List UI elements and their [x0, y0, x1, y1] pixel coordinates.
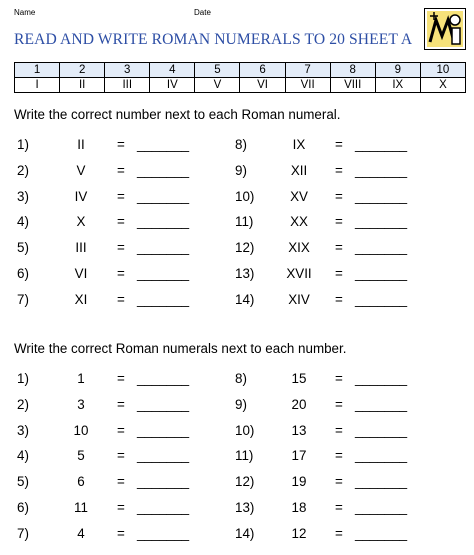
answer-blank[interactable]: _______ [355, 188, 408, 204]
question-number: 14) [235, 525, 255, 541]
roman-reference-table [14, 62, 466, 93]
question-value: XX [290, 214, 308, 230]
reference-numbers-row [15, 63, 466, 78]
equals-sign: = [117, 500, 125, 515]
question-number: 11) [235, 448, 254, 464]
question-number: 12) [235, 240, 255, 256]
equals-sign: = [117, 188, 125, 204]
ref-number: 6 [240, 63, 285, 78]
question-number: 10) [235, 188, 255, 204]
question-value: 11 [74, 500, 88, 515]
question-value: IX [292, 137, 306, 152]
question-value: 20 [291, 396, 307, 412]
question-number: 13) [235, 266, 255, 281]
question-value: 18 [291, 500, 307, 515]
equals-sign: = [117, 240, 125, 256]
question-value: XVII [286, 266, 312, 281]
question-value: 6 [77, 474, 85, 490]
section2-instruction: Write the correct Roman numerals next to each number. [14, 341, 347, 356]
equals-sign: = [117, 422, 125, 438]
answer-blank[interactable]: _______ [355, 240, 408, 256]
equals-sign: = [117, 525, 125, 541]
question-number: 12) [235, 474, 255, 490]
equals-sign: = [117, 474, 125, 490]
equals-sign: = [335, 214, 343, 230]
equals-sign: = [335, 266, 343, 281]
answer-blank[interactable]: _______ [137, 188, 190, 204]
question-number: 5) [17, 474, 29, 490]
question-value: IV [74, 188, 88, 204]
answer-blank[interactable]: _______ [137, 214, 190, 230]
equals-sign: = [335, 240, 343, 256]
question-value: 3 [77, 396, 85, 412]
question-value: 10 [73, 422, 89, 438]
answer-blank[interactable]: _______ [355, 396, 408, 412]
question-number: 4) [17, 448, 29, 464]
equals-sign: = [117, 214, 125, 230]
math-salamanders-logo-icon [424, 8, 466, 50]
question-value: 12 [291, 525, 307, 541]
question-number: 13) [235, 500, 255, 515]
answer-blank[interactable]: _______ [137, 396, 190, 412]
question-value: XIV [288, 291, 310, 307]
question-number: 1) [17, 137, 29, 152]
question-value: 4 [77, 525, 85, 541]
question-value: 15 [291, 371, 307, 386]
question-number: 4) [17, 214, 29, 230]
answer-blank[interactable]: _______ [355, 371, 408, 386]
ref-numeral: I [15, 78, 60, 93]
question-number: 14) [235, 291, 255, 307]
answer-blank[interactable]: _______ [137, 474, 190, 490]
question-number: 6) [17, 500, 29, 515]
answer-blank[interactable]: _______ [355, 162, 408, 178]
equals-sign: = [335, 371, 343, 386]
answer-blank[interactable]: _______ [355, 266, 408, 281]
ref-number: 8 [330, 63, 375, 78]
name-label: Name [14, 8, 36, 17]
section1-instruction: Write the correct number next to each Roman numeral. [14, 107, 341, 122]
question-number: 9) [235, 162, 247, 178]
ref-numeral: III [105, 78, 150, 93]
equals-sign: = [335, 188, 343, 204]
answer-blank[interactable]: _______ [137, 371, 190, 386]
question-number: 9) [235, 396, 247, 412]
ref-numeral: VI [240, 78, 285, 93]
question-value: XV [290, 188, 308, 204]
equals-sign: = [335, 474, 343, 490]
answer-blank[interactable]: _______ [137, 240, 190, 256]
equals-sign: = [117, 396, 125, 412]
answer-blank[interactable]: _______ [137, 422, 190, 438]
question-number: 3) [17, 422, 29, 438]
answer-blank[interactable]: _______ [355, 214, 408, 230]
equals-sign: = [335, 162, 343, 178]
question-number: 7) [17, 291, 29, 307]
question-number: 2) [17, 396, 29, 412]
question-value: II [77, 137, 85, 152]
answer-blank[interactable]: _______ [137, 525, 190, 541]
ref-numeral: IV [150, 78, 195, 93]
answer-blank[interactable]: _______ [355, 448, 408, 464]
answer-blank[interactable]: _______ [355, 137, 408, 152]
equals-sign: = [335, 396, 343, 412]
ref-number: 2 [60, 63, 105, 78]
ref-numeral: VIII [330, 78, 375, 93]
equals-sign: = [335, 525, 343, 541]
equals-sign: = [335, 291, 343, 307]
question-value: 5 [77, 448, 85, 464]
question-number: 10) [235, 422, 255, 438]
equals-sign: = [335, 422, 343, 438]
ref-numeral: X [420, 78, 465, 93]
equals-sign: = [117, 266, 125, 281]
question-value: 19 [291, 474, 307, 490]
ref-number: 9 [375, 63, 420, 78]
ref-numeral: IX [375, 78, 420, 93]
equals-sign: = [335, 500, 343, 515]
question-value: VI [74, 266, 88, 281]
ref-number: 5 [195, 63, 240, 78]
answer-blank[interactable]: _______ [137, 448, 190, 464]
date-label: Date [194, 8, 211, 17]
question-value: 1 [77, 371, 85, 386]
equals-sign: = [117, 137, 125, 152]
question-value: XIX [288, 240, 310, 256]
question-number: 2) [17, 162, 29, 178]
answer-blank[interactable]: _______ [137, 266, 190, 281]
question-number: 8) [235, 137, 247, 152]
reference-numerals-row [15, 78, 466, 93]
answer-blank[interactable]: _______ [137, 137, 190, 152]
answer-blank[interactable]: _______ [137, 500, 190, 515]
answer-blank[interactable]: _______ [355, 291, 408, 307]
answer-blank[interactable]: _______ [355, 474, 408, 490]
ref-numeral: II [60, 78, 105, 93]
ref-numeral: VII [285, 78, 330, 93]
answer-blank[interactable]: _______ [355, 500, 408, 515]
question-number: 11) [235, 214, 254, 230]
question-value: XII [290, 162, 308, 178]
equals-sign: = [117, 371, 125, 386]
page-title: READ AND WRITE ROMAN NUMERALS TO 20 SHEET A [14, 31, 413, 48]
question-number: 6) [17, 266, 29, 281]
ref-number: 1 [15, 63, 60, 78]
answer-blank[interactable]: _______ [355, 422, 408, 438]
answer-blank[interactable]: _______ [137, 162, 190, 178]
equals-sign: = [117, 291, 125, 307]
question-value: X [76, 214, 86, 230]
question-value: XI [74, 291, 88, 307]
equals-sign: = [335, 448, 343, 464]
ref-number: 10 [420, 63, 465, 78]
ref-numeral: V [195, 78, 240, 93]
question-number: 3) [17, 188, 29, 204]
ref-number: 3 [105, 63, 150, 78]
equals-sign: = [117, 162, 125, 178]
question-value: 17 [291, 448, 307, 464]
equals-sign: = [117, 448, 125, 464]
question-number: 1) [17, 371, 29, 386]
answer-blank[interactable]: _______ [355, 525, 408, 541]
question-number: 8) [235, 371, 247, 386]
question-number: 5) [17, 240, 29, 256]
equals-sign: = [335, 137, 343, 152]
question-value: 13 [291, 422, 307, 438]
question-number: 7) [17, 525, 29, 541]
answer-blank[interactable]: _______ [137, 291, 190, 307]
ref-number: 7 [285, 63, 330, 78]
question-value: III [75, 240, 87, 256]
ref-number: 4 [150, 63, 195, 78]
question-value: V [76, 162, 86, 178]
